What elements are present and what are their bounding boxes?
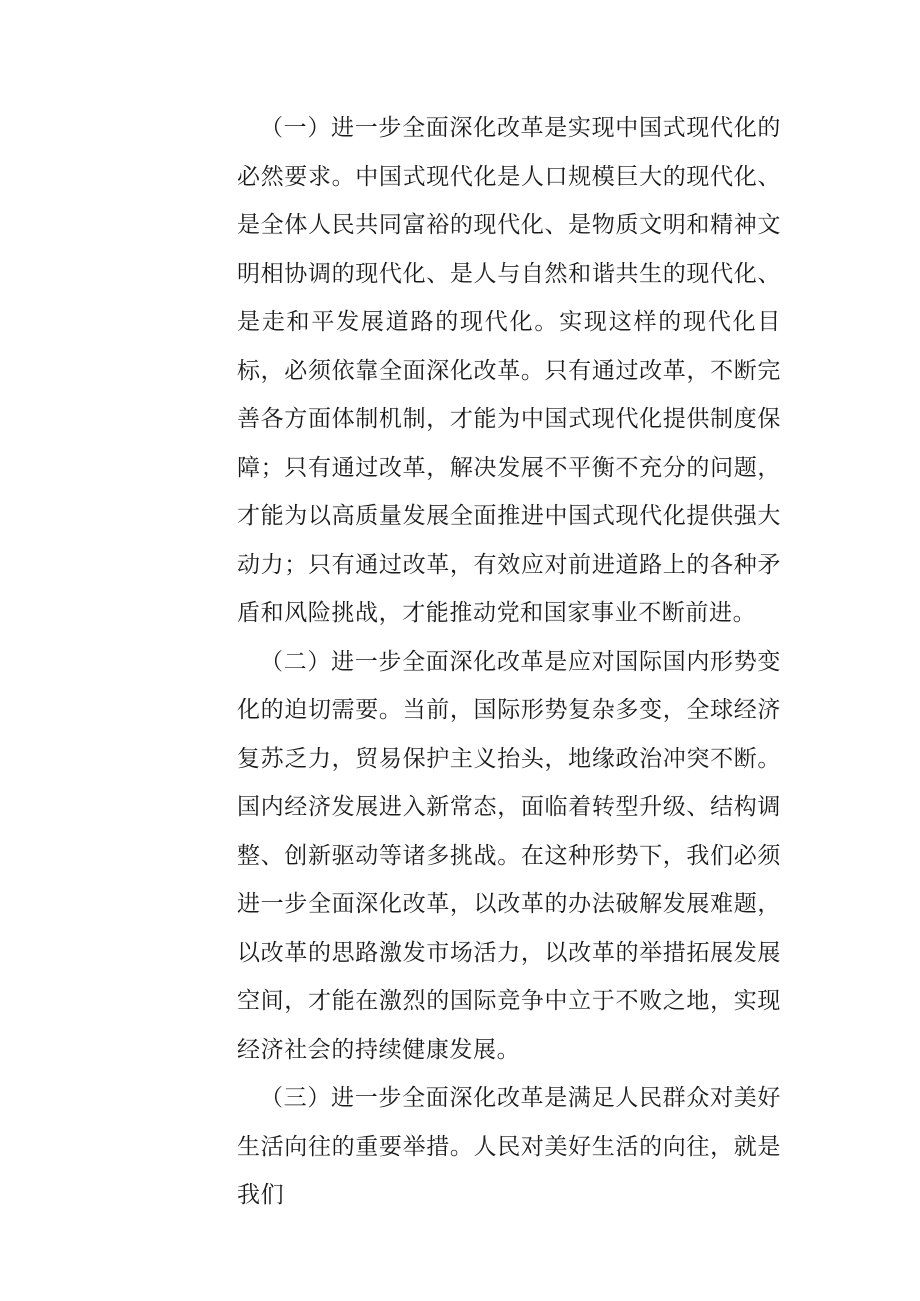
text-line: 驱动等诸多挑战。在这种形势下，我们必须进一步全面	[237, 842, 781, 917]
text-line: 深化改革，以改革的办法破解发展难题，以改革的思路	[237, 891, 781, 966]
text-line: 然要求。中国式现代化是人口规模巨大的现代化、是全	[237, 163, 781, 238]
text-line: 烈的国际竞争中立于不败之地，实现经济社会的持续健	[237, 988, 781, 1063]
paragraph	[237, 638, 781, 1075]
text-line: （二）进一步全面深化改革是应对国际国内形势变化	[237, 648, 781, 723]
text-line: 解决发展不平衡不充分的问题，才能为以高质量发展全	[237, 454, 781, 529]
text-line: （三）进一步全面深化改革是满足人民群众对美好生	[237, 1085, 781, 1160]
text-line: 济发展进入新常态，面临着转型升级、结构调整、创新	[237, 794, 781, 869]
text-line: 效应对前进道路上的各种矛盾和风险挑战，才能推动党	[237, 551, 781, 626]
text-line: 和国家事业不断前进。	[520, 600, 757, 626]
text-line: 体人民共同富裕的现代化、是物质文明和精神文明相协	[237, 212, 781, 287]
text-line: （一）进一步全面深化改革是实现中国式现代化的必	[237, 115, 781, 190]
text-line: 康发展。	[425, 1036, 521, 1063]
text-line: 活向往的重要举措。人民对美好生活的向往，就是我们	[237, 1133, 781, 1208]
text-line: 的迫切需要。当前，国际形势复杂多变，全球经济复苏	[237, 697, 781, 772]
paragraph	[237, 104, 781, 638]
text-line: 乏力，贸易保护主义抬头，地缘政治冲突不断。国内经	[237, 745, 781, 820]
paragraph	[237, 1074, 781, 1220]
paragraph-list	[237, 104, 781, 1220]
text-line: 全面深化改革。只有通过改革，不断完善各方面体制机	[237, 357, 782, 432]
text-line: 面推进中国式现代化提供强大动力；只有通过改革，有	[237, 503, 781, 578]
document-body	[237, 104, 781, 1220]
text-line: 发展道路的现代化。实现这样的现代化目标，必须依靠	[237, 309, 781, 384]
text-line: 制，才能为中国式现代化提供制度保障；只有通过改革，	[237, 406, 781, 481]
text-line: 激发市场活力，以改革的举措拓展发展空间，才能在激	[237, 939, 782, 1014]
text-line: 调的现代化、是人与自然和谐共生的现代化、是走和平	[237, 260, 781, 335]
